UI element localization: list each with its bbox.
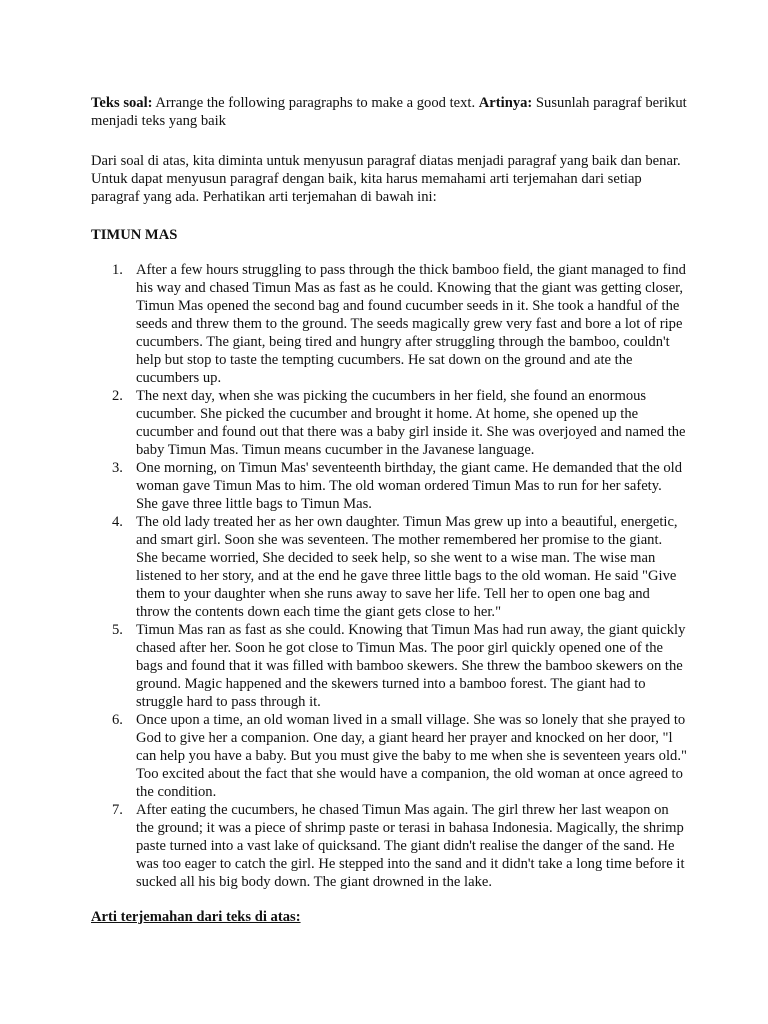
explanation-paragraph: Dari soal di atas, kita diminta untuk menyusun paragraf diatas menjadi paragraf yang baik dan benar. Untuk dapat menyusun paragraf dengan baik, kita harus memahami arti terjemahan dari setiap paragraf yang ada. Perhatikan arti terjemahan di bawah ini: bbox=[91, 153, 681, 205]
list-item-text: After a few hours struggling to pass through the thick bamboo field, the giant managed to find his way and chased Timun Mas as fast as he could. Knowing that the giant was getting closer, Timun Mas opened the second bag and found cucumber seeds in it. She took a handful of the seeds and threw them to the ground. The seeds magically grew very fast and bore a lot of ripe cucumbers. The giant, being tired and hungry after struggling through the bamboo, couldn't help but stop to taste the tempting cucumbers. He sat down on the ground and ate the cucumbers up. bbox=[136, 262, 686, 386]
list-item-text: The old lady treated her as her own daughter. Timun Mas grew up into a beautiful, energetic, and smart girl. Soon she was seventeen. The mother remembered her promise to the giant. She became worried, She decided to seek help, so she went to a wise man. The wise man listened to her story, and at the end he gave three little bags to the old woman. He said "Give them to your daughter when she runs away to save her life. Tell her to open one bag and throw the contents down each time the giant gets close to her." bbox=[136, 514, 678, 620]
list-item bbox=[91, 513, 687, 621]
list-item bbox=[91, 387, 687, 459]
list-item bbox=[91, 261, 687, 387]
meaning-label: Artinya: bbox=[478, 95, 533, 111]
question-text: Arrange the following paragraphs to make a good text. bbox=[152, 95, 479, 111]
list-item bbox=[91, 621, 687, 711]
list-item bbox=[91, 459, 687, 513]
list-item-text: Timun Mas ran as fast as she could. Knowing that Timun Mas had run away, the giant quickly chased after her. Soon he got close to Timun Mas. The poor girl quickly opened one of the bags and found that it was filled with bamboo skewers. She threw the bamboo skewers on the ground. Magic happened and the skewers turned into a bamboo forest. The giant had to struggle hard to pass through it. bbox=[136, 622, 686, 710]
list-item-text: One morning, on Timun Mas' seventeenth birthday, the giant came. He demanded that the old woman gave Timun Mas to him. The old woman ordered Timun Mas to run for her safety. She gave three little bags to Timun Mas. bbox=[136, 460, 682, 512]
list-item-number: 1. bbox=[112, 262, 123, 278]
list-item-number: 4. bbox=[112, 514, 123, 530]
story-title: TIMUN MAS bbox=[91, 227, 178, 243]
list-item-text: The next day, when she was picking the cucumbers in her field, she found an enormous cucumber. She picked the cucumber and brought it home. At home, she opened up the cucumber and found out that there was a baby girl inside it. She was overjoyed and named the baby Timun Mas. Timun means cucumber in the Javanese language. bbox=[136, 388, 686, 458]
list-item bbox=[91, 711, 687, 801]
list-item-number: 3. bbox=[112, 460, 123, 476]
list-item-number: 5. bbox=[112, 622, 123, 638]
list-item bbox=[91, 801, 687, 891]
story-paragraph-list bbox=[91, 261, 687, 891]
list-item-number: 6. bbox=[112, 712, 123, 728]
meaning-text: Susunlah paragraf berikut menjadi teks yang baik bbox=[91, 95, 687, 129]
translation-subheading: Arti terjemahan dari teks di atas: bbox=[91, 909, 301, 925]
question-intro bbox=[91, 94, 687, 130]
list-item-number: 2. bbox=[112, 388, 123, 404]
question-label: Teks soal: bbox=[91, 95, 153, 111]
list-item-text: After eating the cucumbers, he chased Timun Mas again. The girl threw her last weapon on the ground; it was a piece of shrimp paste or terasi in bahasa Indonesia. Magically, the shrimp paste turned into a vast lake of quicksand. The giant didn't realise the danger of the sand. He was too eager to catch the girl. He stepped into the sand and it didn't take a long time before it sucked all his big body down. The giant drowned in the lake. bbox=[136, 802, 685, 890]
list-item-text: Once upon a time, an old woman lived in a small village. She was so lonely that she prayed to God to give her a companion. One day, a giant heard her prayer and knocked on her door, "l can help you have a baby. But you must give the baby to me when she is seventeen years old." Too excited about the fact that she would have a companion, the old woman at once agreed to the condition. bbox=[136, 712, 687, 800]
list-item-number: 7. bbox=[112, 802, 123, 818]
document-page bbox=[91, 94, 687, 926]
